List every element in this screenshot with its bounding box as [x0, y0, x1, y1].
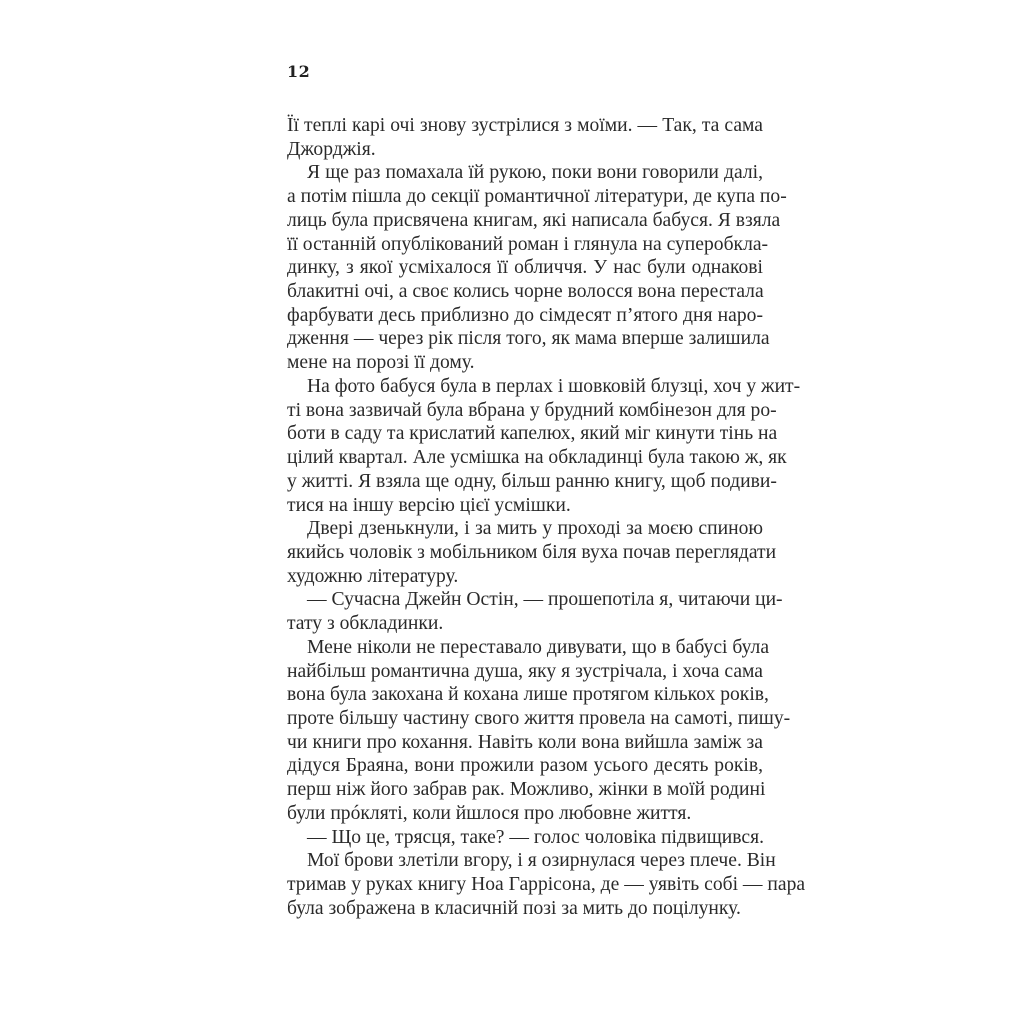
text-line: Я ще раз помахала їй рукою, поки вони говорили далі, — [307, 162, 763, 184]
text-line: На фото бабуся була в перлах і шовковій блузці, хоч у жит- — [307, 375, 801, 397]
text-line: її останній опублікований роман і глянула на суперобкла- — [287, 233, 769, 255]
text-line: Джорджія. — [287, 138, 376, 160]
text-line: мене на порозі її дому. — [287, 352, 475, 374]
text-line: тримав у руках книгу Ноа Гаррісона, де — уявіть собі — пара — [287, 874, 806, 895]
text-line: у житті. Я взяла ще одну, більш ранню книгу, щоб подиви- — [287, 470, 777, 492]
text-line: динку, з якої усміхалося її обличчя. У нас були однакові — [287, 257, 763, 279]
text-line: цілий квартал. Але усмішка на обкладинці була такою ж, як — [287, 447, 787, 469]
text-line: дження — через рік після того, як мама вперше залишила — [287, 328, 770, 350]
text-line: — Сучасна Джейн Остін, — прошепотіла я, читаючи ци- — [307, 589, 783, 611]
text-line: Мене ніколи не переставало дивувати, що в бабусі була — [307, 636, 770, 658]
text-line: боти в саду та крислатий капелюх, який міг кинути тінь на — [287, 423, 778, 445]
body-text — [287, 114, 806, 920]
text-line: Мої брови злетіли вгору, і я озирнулася через плече. Він — [307, 850, 776, 872]
text-line: фарбувати десь приблизно до сімдесят п’ятого дня наро- — [287, 304, 763, 326]
text-line: а потім пішла до секції романтичної літератури, де купа по- — [287, 186, 787, 208]
text-line: блакитні очі, а своє колись чорне волосся вона перестала — [287, 281, 764, 303]
text-line: художню літературу. — [287, 565, 459, 587]
text-line: чи книги про кохання. Навіть коли вона вийшла заміж за — [287, 731, 763, 753]
text-line: найбільш романтична душа, яку я зустрічала, і хоча сама — [287, 660, 763, 682]
text-line: Її теплі карі очі знову зустрілися з моїми. — Так, та сама — [287, 115, 763, 136]
text-line: перш ніж його забрав рак. Можливо, жінки в моїй родині — [287, 779, 766, 801]
text-line: — Що це, трясця, таке? — голос чоловіка підвищився. — [307, 826, 765, 848]
text-line: якийсь чоловік з мобільником біля вуха почав переглядати — [287, 541, 777, 563]
page-number: 12 — [287, 62, 311, 81]
text-line: ті вона зазвичай була вбрана у брудний комбінезон для ро- — [287, 399, 777, 421]
text-line: вона була закохана й кохана лише протягом кількох років, — [287, 684, 769, 706]
text-line: були прóкляті, коли йшлося про любовне життя. — [287, 802, 692, 824]
text-line: дідуся Браяна, вони прожили разом усього десять років, — [287, 755, 763, 777]
text-line: тися на іншу версію цієї усмішки. — [287, 494, 571, 516]
text-line: була зображена в класичній позі за мить до поцілунку. — [287, 897, 741, 919]
text-line: проте більшу частину свого життя провела на самоті, пишу- — [287, 707, 791, 729]
text-line: тату з обкладинки. — [287, 613, 444, 635]
text-line: Двері дзенькнули, і за мить у проході за моєю спиною — [307, 518, 763, 540]
text-line: лиць була присвячена книгам, які написала бабуся. Я взяла — [287, 209, 781, 231]
